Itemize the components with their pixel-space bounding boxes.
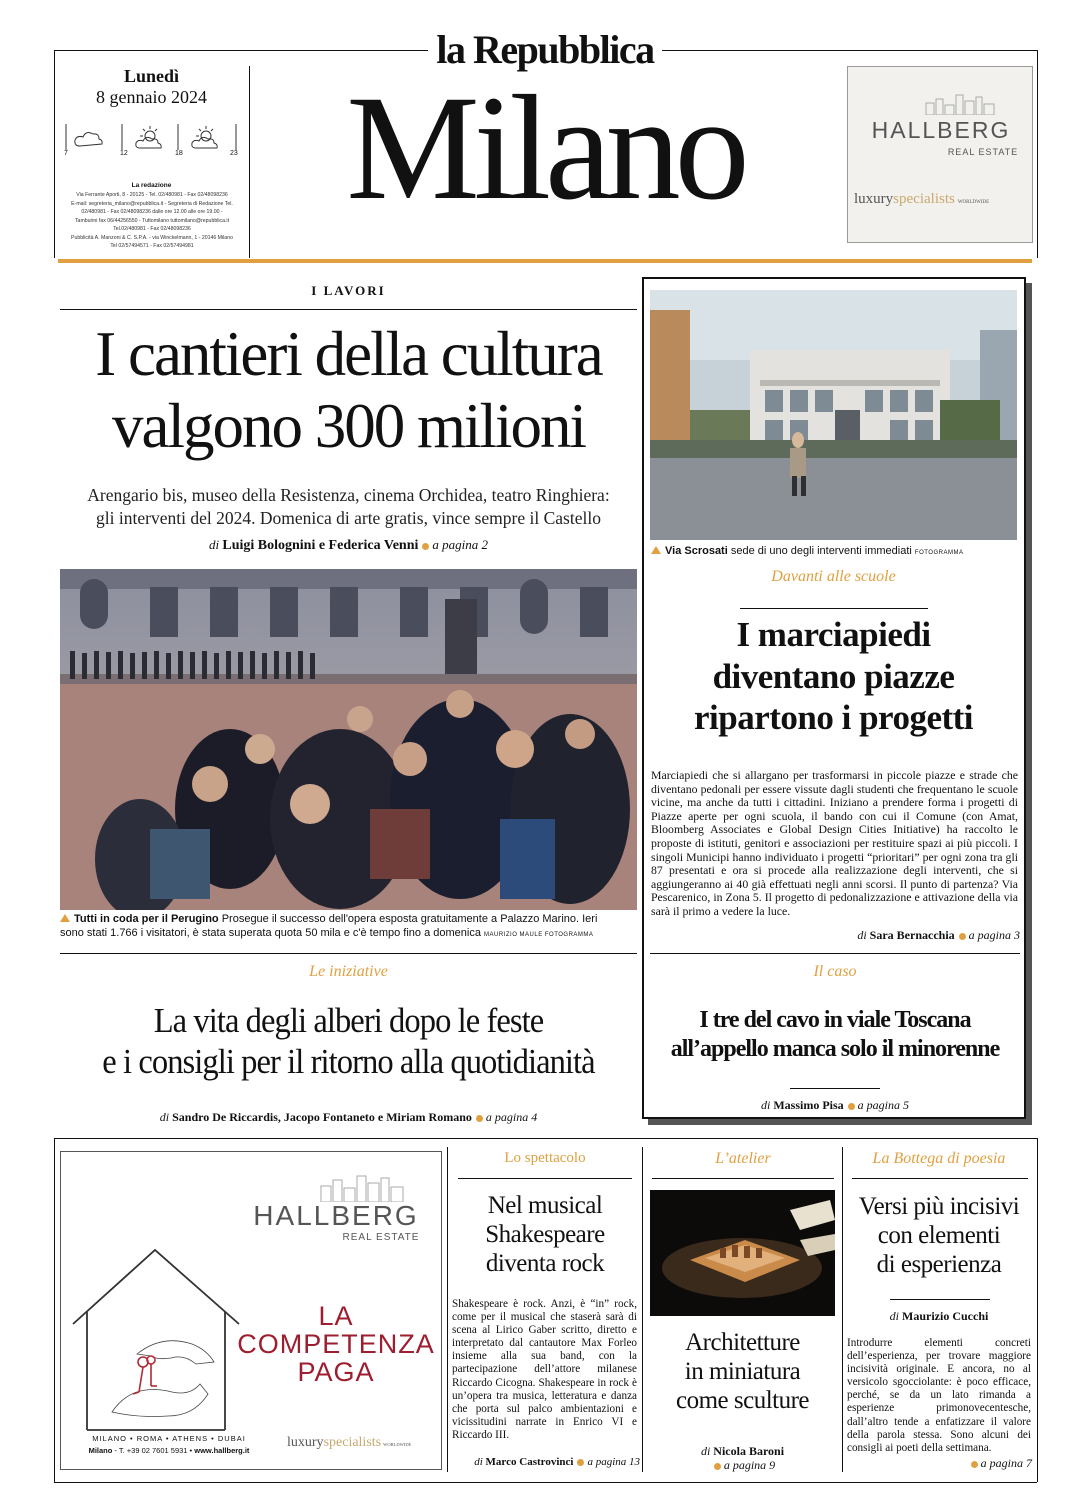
poesia-kicker: La Bottega di poesia	[872, 1150, 1006, 1167]
poesia-byline[interactable]: di Maurizio Cucchi	[889, 1309, 989, 1323]
caso-byline[interactable]: di Massimo Pisa a pagina 5	[760, 1098, 910, 1112]
caso-kicker: Il caso	[813, 963, 857, 980]
spettacolo-byline[interactable]: di Marco Castrovinci a pagina 13	[474, 1456, 640, 1468]
ad-top-box[interactable]	[847, 66, 1033, 243]
poesia-headline[interactable]: Versi più incisivi con elementi di esperienza	[858, 1193, 1020, 1278]
temp-4: 23	[230, 150, 238, 157]
sidebar-byline[interactable]: di Sara Bernacchia a pagina 3	[857, 928, 1020, 942]
lead-section-label: I LAVORI	[311, 283, 386, 298]
redazione-title: La redazione	[131, 182, 172, 189]
skyline-icon	[319, 1174, 419, 1202]
poesia-body: Introdurre elementi concreti dell’esperienza, per trovare maggiore incisività originale. E ancora, no al versicolo sgocciolante: è poco efficace, perché, se da un lato rimanda a esperienze primonovecentesche, dall’altro tende a enfatizzare il valore della parola stessa. Sono alcuni dei consigli ai poeti della settimana.	[847, 1337, 1031, 1454]
redazione-info: Via Ferrante Aporti, 8 - 20125 - Tel. 02/480981 - Fax 02/48098236 E-mail: segreteria_milano@repubblica.it - Segreteria di Redazione Tel. 02/480981 - Fax 02/48098236 dalle ore 12.00 alle ore 19.00 - Tamburini fax 06/44256550 - Tuttomilano tuttomilano@repubblica.it Tel.02/480981 - Fax 02/48098236 Pubblicità A. Manzoni & C. S.P.A. - via Winckelmann, 1 - 20146 Milano Tel 02/57494571 - Fax 02/57494981	[71, 192, 233, 249]
ad-top-brand: HALLBERG	[871, 117, 1011, 143]
spettacolo-kicker: Lo spettacolo	[504, 1150, 586, 1166]
temp-2: 12	[120, 150, 128, 157]
spettacolo-headline[interactable]: Nel musical Shakespeare diventa rock	[485, 1192, 605, 1277]
lead-headline: I cantieri della cultura valgono 300 milioni	[95, 319, 602, 461]
atelier-headline[interactable]: Architetture in miniatura come sculture	[675, 1329, 810, 1414]
masthead-rule	[58, 259, 1032, 263]
ad-bottom-brand: HALLBERG	[253, 1200, 419, 1231]
ad-top-sub: REAL ESTATE	[947, 147, 1019, 157]
atelier-photo	[650, 1190, 835, 1316]
caso-headline[interactable]: I tre del cavo in viale Toscana all’appello manca solo il minorenne	[670, 1007, 1000, 1062]
weather-strip	[62, 122, 242, 162]
sidebar-kicker: Davanti alle scuole	[771, 568, 896, 585]
sidebar-body: Marciapiedi che si allargano per trasformarsi in piccole piazze e strade che diventano pedonali per essere vissute dagli studenti che frequentano le scuole vicine, ma anche da tutti i cittadini. Iniziano a prendere forma i progetti di Piazze aperte per ogni scuola, il bando con cui il Comune (con Amat, Bloomberg Associates e Global Design Cities Initiative) ha raccolto le proposte di istituti, genitori e associazioni per restituire spazi ai più piccoli. I singoli Municipi hanno individuato i progetti “prioritari” per ogni zona tra gli 87 presentati e ora si procede alla realizzazione degli interventi, che si aggiungeranno ai 40 già effettuati negli anni scorsi. Il punto di partenza? Via Pescarenico, in Zona 5. Il progetto di pedonalizzazione e attivazione della via sarà il primo a vedere la luce.	[651, 768, 1018, 918]
ad-bottom-contact: Milano - T. +39 02 7601 5931 • www.hallberg.it	[88, 1446, 250, 1455]
issue-date: 8 gennaio 2024	[96, 87, 207, 107]
poesia-page[interactable]: a pagina 7	[846, 1456, 1032, 1471]
iniziative-headline[interactable]: La vita degli alberi dopo le feste e i consigli per il ritorno alla quotidianità	[102, 1001, 595, 1081]
lead-summary: Arengario bis, museo della Resistenza, cinema Orchidea, teatro Ringhiera: gli interventi del 2024. Domenica di arte gratis, vince sempre il Castello	[87, 485, 610, 528]
lead-byline[interactable]: di Luigi Bolognini e Federica Venni a pagina 2	[208, 537, 489, 553]
skyline-icon	[924, 93, 1004, 115]
edition-title: Milano	[346, 65, 744, 231]
temp-3: 18	[175, 150, 183, 157]
issue-day: Lunedì	[123, 66, 180, 86]
ad-bottom-claim: LA COMPETENZA PAGA	[237, 1301, 435, 1387]
temp-1: 7	[64, 150, 68, 157]
spettacolo-body: Shakespeare è rock. Anzi, è “in” rock, come per il musical che staserà sarà di scena al Lirico Gaber scritto, diretto e interpretato dal cantautore Max Forleo insieme alla sua band, con la partecipazione dell’attore milanese Riccardo Cicogna. Shakespeare in rock è un’opera tra musica, letteratura e danza che porta sul palco ambientazioni e vicissitudini narrate in Enrico VI e Riccardo III.	[452, 1298, 637, 1441]
ad-bottom-cities: MILANO • ROMA • ATHENS • DUBAI	[92, 1434, 246, 1443]
brand-logo: la Repubblica	[436, 27, 654, 72]
atelier-byline[interactable]: di Nicola Baroni a pagina 9	[700, 1444, 785, 1472]
sidebar-photo-caption: Via Scrosati sede di uno degli interventi immediati FOTOGRAMMA	[651, 544, 1021, 560]
ad-bottom-sub: REAL ESTATE	[342, 1232, 420, 1243]
lead-photo	[60, 569, 637, 910]
atelier-kicker: L’atelier	[715, 1150, 771, 1167]
cloud-icon	[75, 133, 102, 146]
lead-photo-caption: Tutti in coda per il Perugino Prosegue il successo dell'opera esposta gratuitamente a Palazzo Marino. Ieri sono stati 1.766 i visitatori, è stata superata quota 50 mila e c'è tempo fino a domenica MAURIZIO MAULE FOTOGRAMMA	[60, 913, 598, 939]
iniziative-kicker: Le iniziative	[309, 963, 388, 980]
sidebar-headline[interactable]: I marciapiedi diventano piazze ripartono i progetti	[693, 615, 974, 737]
house-keys-icon	[67, 1244, 245, 1434]
ad-top-tagline: luxuryspecialists WORLDWIDE	[854, 191, 990, 207]
iniziative-byline[interactable]: di Sandro De Riccardis, Jacopo Fontaneto e Miriam Romano a pagina 4	[159, 1110, 538, 1124]
ad-bottom-box[interactable]	[60, 1151, 442, 1470]
sidebar-photo	[650, 290, 1017, 540]
ad-bottom-tagline: luxuryspecialists WORLDWIDE	[287, 1435, 412, 1450]
